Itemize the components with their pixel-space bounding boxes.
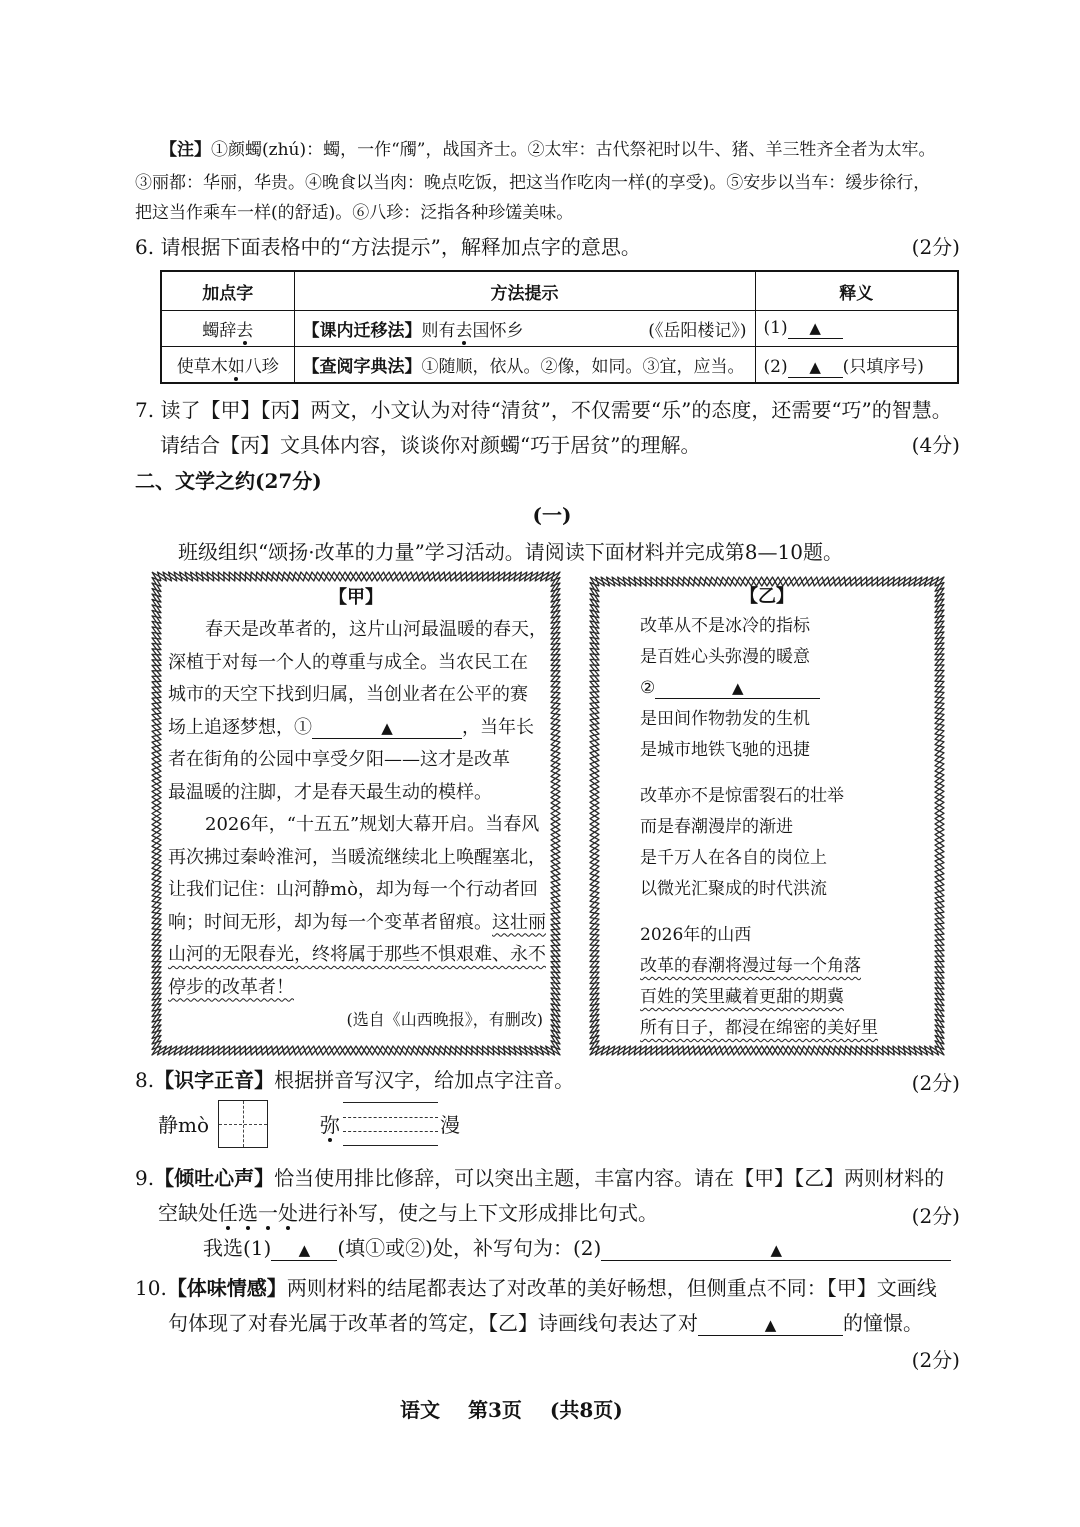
note-label: 【注】 — [160, 140, 211, 160]
note-line-1 — [160, 139, 936, 161]
table-cell-method — [294, 347, 755, 384]
question-7-line-1: 7. 读了【甲】【丙】两文，小文认为对待“清贫”，不仅需要“乐”的态度，还需要“巧”的智慧。 — [135, 398, 952, 422]
poem-stanza — [640, 920, 878, 1044]
underlined-text: 百姓的笑里藏着更甜的期冀 — [640, 987, 844, 1007]
text-line — [168, 712, 547, 745]
text-line: 春天是改革者的，这片山河最温暖的春天， — [205, 619, 547, 640]
footer-subject: 语文 — [400, 1398, 440, 1422]
question-body: 句体现了对春光属于改革者的笃定，【乙】诗画线句表达了对 — [168, 1311, 698, 1335]
table-header-row — [161, 271, 958, 311]
poem-line — [640, 982, 878, 1013]
poem-line: 是千万人在各自的岗位上 — [640, 848, 827, 868]
answer-blank: ▲ — [788, 321, 843, 339]
material-jia-box — [150, 570, 562, 1057]
question-body: 我选(1) — [203, 1236, 272, 1260]
table-header-cell: 方法提示 — [294, 271, 755, 311]
table-cell-method — [294, 311, 755, 347]
question-9-score: (2分) — [911, 1204, 960, 1228]
word-text: 蠋辞 — [202, 321, 237, 341]
dotted-char: 选 — [238, 1201, 258, 1225]
text-line: 城市的天空下找到归属，当创业者在公平的赛 — [168, 684, 528, 705]
table-cell-answer — [755, 347, 958, 384]
question-body: 进行补写，使之与上下文形成排比句式。 — [298, 1201, 658, 1225]
dotted-char: 去 — [456, 316, 473, 341]
answer-label: (1) — [763, 318, 788, 338]
table-cell-answer — [755, 311, 958, 347]
question-7-line-2: 请结合【丙】文具体内容，谈谈你对颜蠋“巧于居贫”的理解。 — [160, 433, 701, 457]
text-line: 2026年，“十五五”规划大幕开启。当春风 — [205, 814, 540, 835]
question-tag: 【识字正音】 — [154, 1068, 275, 1092]
question-8-score: (2分) — [911, 1071, 960, 1095]
poem-line — [640, 1013, 878, 1044]
question-body: 的憧憬。 — [843, 1311, 923, 1335]
dotted-char-item — [320, 1112, 340, 1138]
method-source: (《岳阳楼记》) — [648, 321, 747, 341]
question-body: (填①或②)处，补写句为：(2) — [337, 1236, 602, 1260]
question-9-line-3 — [203, 1235, 951, 1261]
word-text: 使草木 — [176, 357, 228, 377]
material-jia-title: 【甲】 — [329, 587, 383, 608]
poem-line: 以微光汇聚成的时代洪流 — [640, 879, 827, 899]
poem-line — [640, 951, 878, 982]
poem-line: 而是春潮漫岸的渐进 — [640, 817, 793, 837]
text-part: ，当年长 — [462, 716, 534, 738]
table-row — [161, 347, 958, 384]
note-line-1-text: ①颜蠋(zhú)：蠋，一作“斶”，战国齐士。②太牢：古代祭祀时以牛、猪、羊三牲齐全者为太牢。 — [211, 140, 936, 160]
grid-line — [243, 1101, 244, 1147]
poem-stanza — [640, 611, 878, 766]
question-8-text — [135, 1067, 574, 1093]
note-line-3: 把这当作乘车一样(的舒适)。⑥八珍：泛指各种珍馐美味。 — [135, 203, 574, 223]
answer-label: (2) — [763, 356, 788, 377]
question-9-line-2 — [158, 1200, 658, 1226]
table-cell-word — [161, 347, 294, 384]
section-intro: 班级组织“颂扬·改革的力量”学习活动。请阅读下面材料并完成第8—10题。 — [178, 540, 843, 564]
underlined-text: 改革的春潮将漫过每一个角落 — [640, 956, 861, 976]
blank-label: ② — [640, 678, 656, 698]
dotted-char: 弥 — [320, 1113, 340, 1137]
dotted-char: 任 — [218, 1201, 238, 1225]
table-header-cell: 释义 — [755, 271, 958, 311]
material-yi-poem — [640, 611, 878, 1044]
underlined-text: 停步的改革者！ — [168, 976, 294, 998]
question-tag: 【体味情感】 — [166, 1276, 287, 1300]
answer-blank: ▲ — [271, 1243, 337, 1261]
method-text-part: 国怀乡 — [472, 321, 524, 341]
text-line: 再次拂过秦岭淮河，当暖流继续北上唤醒塞北， — [168, 846, 546, 868]
poem-stanza — [640, 781, 878, 905]
underlined-text: 山河的无限春光，终将属于那些不惧艰难、永不 — [168, 944, 546, 965]
text-part: 响；时间无形，却为每一个变革者留痕。 — [168, 911, 492, 933]
table-cell-word — [161, 311, 294, 347]
poem-line: 是田间作物勃发的生机 — [640, 709, 810, 729]
method-text: ①随顺，依从。②像，如同。③宜，应当。 — [421, 357, 745, 377]
question-body: 恰当使用排比修辞，可以突出主题，丰富内容。请在【甲】【乙】两则材料的 — [274, 1166, 945, 1190]
text-line — [168, 939, 547, 972]
text-line — [168, 972, 547, 1005]
question-7-score: (4分) — [911, 433, 960, 457]
answer-blank: ▲ — [601, 1243, 951, 1261]
fill-blank-2: ▲ — [655, 681, 820, 699]
grid-line — [343, 1131, 438, 1132]
text-line: 者在街角的公园中享受夕阳——这才是改革 — [168, 749, 510, 770]
question-tag: 【倾吐心声】 — [154, 1166, 275, 1190]
poem-line: 是城市地铁飞驰的迅捷 — [640, 740, 810, 760]
question-body: 空缺处 — [158, 1201, 218, 1225]
question-10-line-2 — [168, 1310, 923, 1336]
underlined-text: 这壮丽 — [492, 911, 546, 933]
answer-blank: ▲ — [788, 360, 843, 378]
dotted-char: 处 — [278, 1201, 298, 1225]
question-number: 10. — [135, 1276, 167, 1300]
question-body: 根据拼音写汉字，给加点字注音。 — [274, 1068, 575, 1092]
poem-line — [640, 673, 878, 704]
fill-blank-1: ▲ — [312, 721, 462, 739]
answer-blank: ▲ — [698, 1318, 843, 1336]
table-row — [161, 311, 958, 347]
poem-line: 是百姓心头弥漫的暖意 — [640, 647, 810, 667]
text-line: 最温暖的注脚，才是春天最生动的模样。 — [168, 781, 492, 803]
table-header-cell: 加点字 — [161, 271, 294, 311]
dotted-char: 去 — [236, 316, 253, 341]
question-10-score: (2分) — [911, 1348, 960, 1372]
question-10-line-1 — [135, 1275, 937, 1301]
poem-line: 改革亦不是惊雷裂石的壮举 — [640, 786, 844, 806]
word-char: 漫 — [440, 1113, 460, 1137]
section-title: 二、文学之约(27分) — [135, 469, 322, 493]
question-6-score: (2分) — [911, 235, 960, 259]
answer-note: (只填序号) — [842, 356, 924, 377]
material-yi-title: 【乙】 — [740, 586, 794, 607]
question-6-text: 6. 请根据下面表格中的“方法提示”，解释加点字的意思。 — [135, 235, 641, 259]
poem-line: 2026年的山西 — [640, 925, 752, 945]
tianzige-writing-box — [218, 1100, 268, 1148]
text-line: 让我们记住：山河静mò，却为每一个行动者回 — [168, 879, 538, 900]
method-text — [303, 316, 524, 341]
poem-line: 改革从不是冰冷的指标 — [640, 616, 810, 636]
pinyin-item: 静mò — [158, 1113, 210, 1137]
method-tag: 【课内迁移法】 — [302, 321, 422, 341]
question-number: 8. — [135, 1068, 155, 1092]
material-jia-text — [168, 614, 547, 1037]
method-text-part: 则有 — [421, 321, 456, 341]
text-part: 场上追逐梦想，① — [168, 716, 312, 738]
method-tag: 【查阅字典法】 — [302, 357, 422, 377]
text-line — [168, 907, 547, 940]
footer-total: (共8页) — [549, 1398, 623, 1422]
note-line-2: ③丽都：华丽，华贵。④晚食以当肉：晚点吃饭，把这当作吃肉一样(的享受)。⑤安步以当车：缓步徐行， — [135, 173, 931, 193]
question-body: 两则材料的结尾都表达了对改革的美好畅想，但侧重点不同：【甲】文画线 — [286, 1276, 937, 1300]
material-yi-box — [588, 575, 946, 1057]
pinyin-writing-grid — [343, 1102, 438, 1146]
word-text: 八珍 — [244, 357, 279, 377]
footer-page: 第3页 — [468, 1398, 522, 1422]
dotted-char: 如 — [228, 352, 245, 377]
question-9-line-1 — [135, 1165, 944, 1191]
method-content — [303, 316, 747, 341]
text-line: 深植于对每一个人的尊重与成全。当农民工在 — [168, 651, 528, 673]
q6-table — [160, 270, 959, 384]
material-source: (选自《山西晚报》，有删改) — [346, 1010, 543, 1029]
part-heading: (一) — [532, 503, 572, 527]
page-footer — [400, 1397, 623, 1423]
dotted-char: 一 — [258, 1201, 278, 1225]
underlined-text: 所有日子，都浸在绵密的美好里 — [640, 1018, 878, 1038]
grid-line — [343, 1117, 438, 1118]
question-number: 9. — [135, 1166, 155, 1190]
